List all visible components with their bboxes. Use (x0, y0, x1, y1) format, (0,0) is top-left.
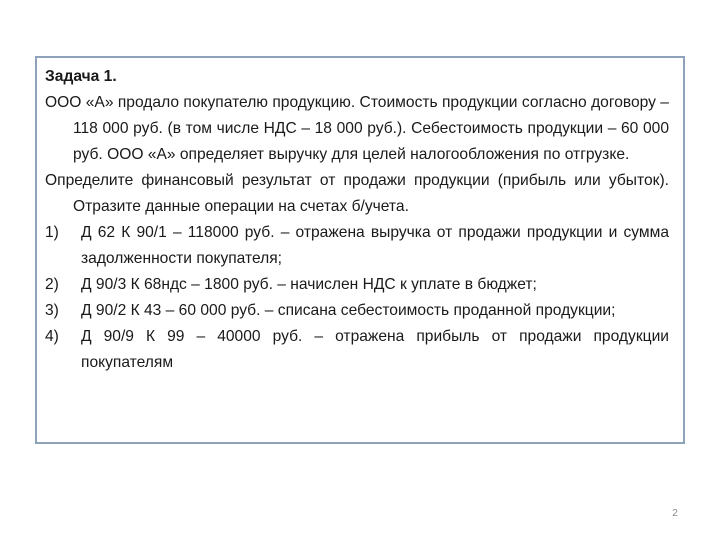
entry-marker: 1) (45, 224, 59, 241)
entry-marker: 4) (45, 328, 59, 345)
task-title: Задача 1. (45, 68, 117, 85)
accounting-entry (45, 272, 669, 298)
entry-marker: 3) (45, 302, 59, 319)
accounting-entry (45, 220, 669, 272)
page-number: 2 (672, 508, 678, 519)
entry-text: Д 90/3 К 68ндс – 1800 руб. – начислен НДС к уплате в бюджет; (81, 276, 537, 293)
entry-marker: 2) (45, 276, 59, 293)
task-question: Определите финансовый результат от продажи продукции (прибыль или убыток). Отразите данные операции на счетах б/учета. (45, 172, 669, 215)
accounting-entries-list (45, 220, 669, 376)
entry-text: Д 90/9 К 99 – 40000 руб. – отражена прибыль от продажи продукции покупателям (81, 328, 669, 371)
entry-text: Д 90/2 К 43 – 60 000 руб. – списана себестоимость проданной продукции; (81, 302, 616, 319)
entry-text: Д 62 К 90/1 – 118000 руб. – отражена выручка от продажи продукции и сумма задолженности покупателя; (81, 224, 669, 267)
task-box (35, 56, 685, 444)
accounting-entry (45, 298, 669, 324)
task-condition: ООО «А» продало покупателю продукцию. Стоимость продукции согласно договору – 118 000 руб. (в том числе НДС – 18 000 руб.). Себестоимость продукции – 60 000 руб. ООО «А» определяет выручку для целей налогообложения по отгрузке. (45, 94, 669, 163)
accounting-entry (45, 324, 669, 376)
